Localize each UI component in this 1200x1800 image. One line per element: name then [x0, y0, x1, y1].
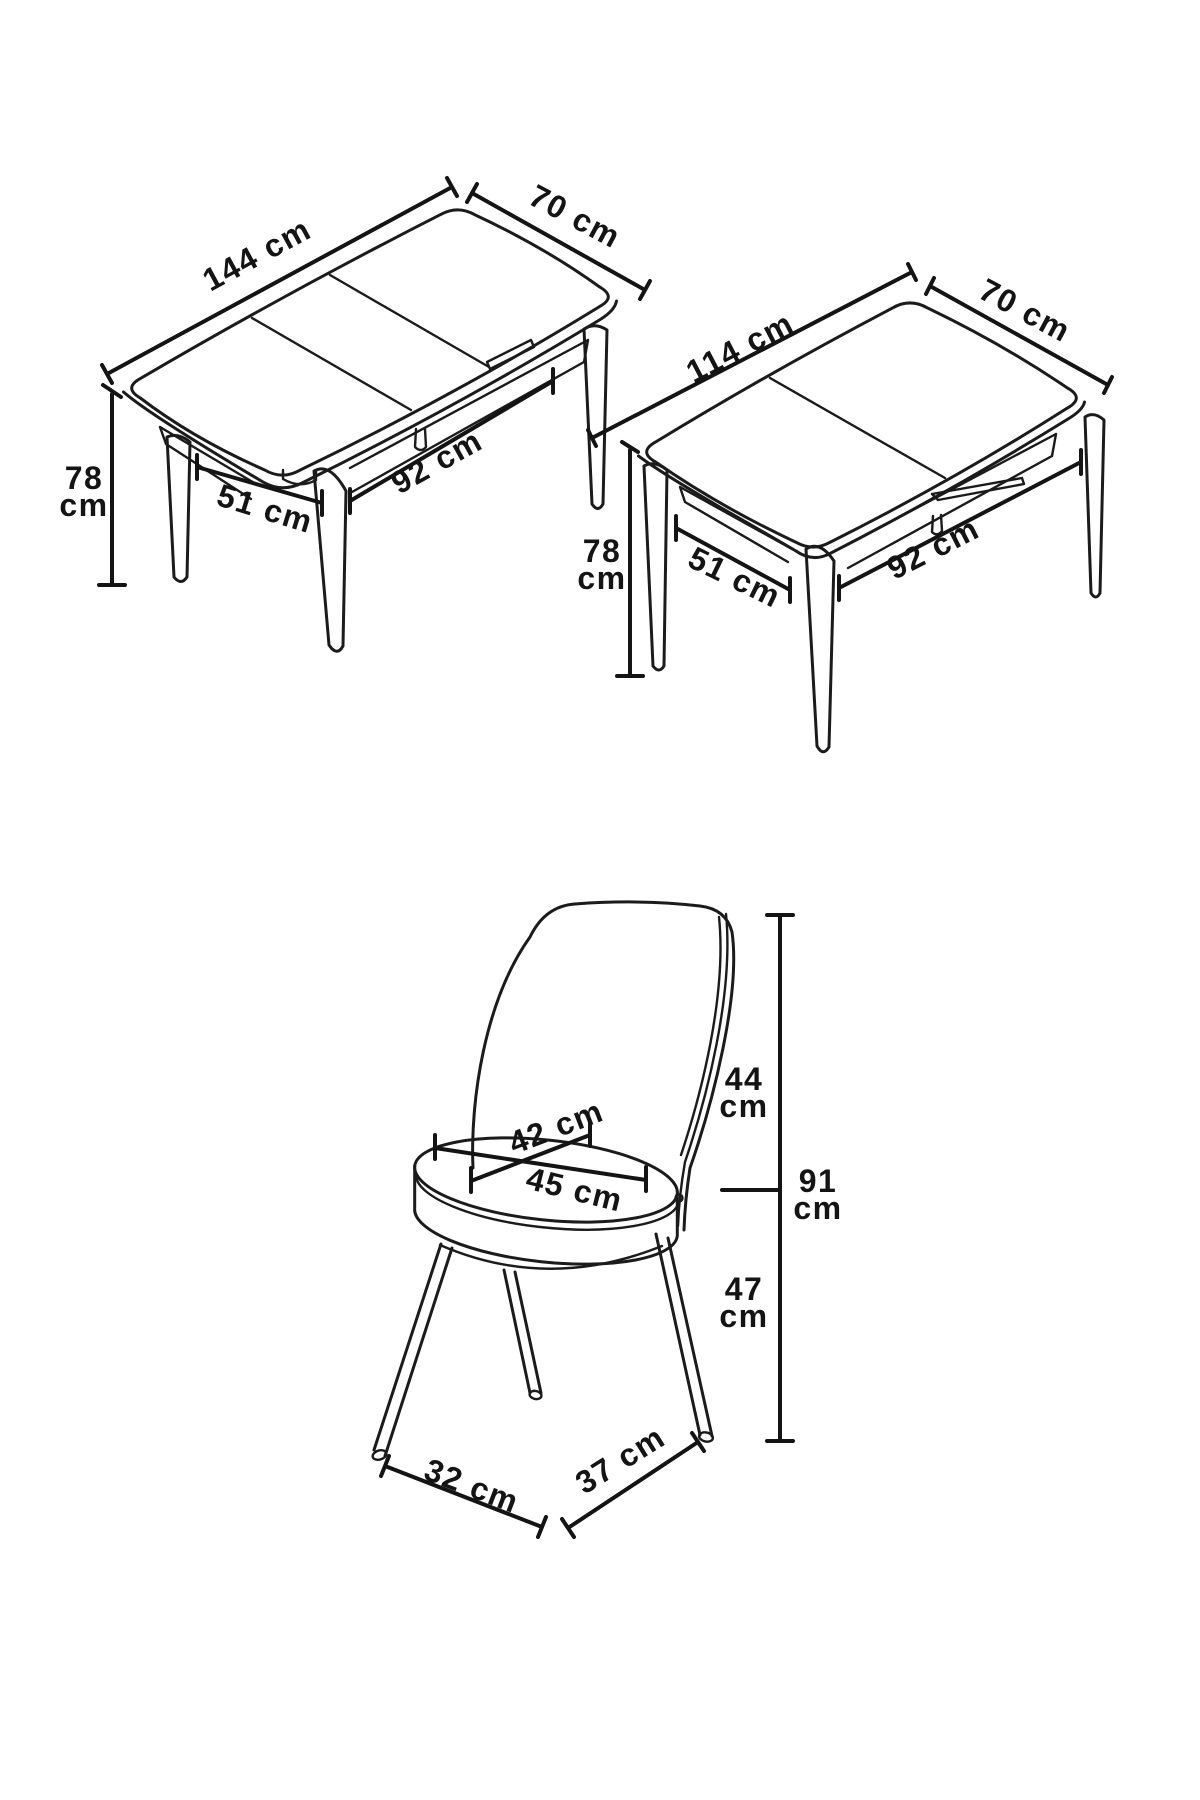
table-open-height-unit: cm [59, 487, 109, 523]
chair-back-height-value: 44 [724, 1061, 764, 1097]
dim-table-open-height [59, 385, 125, 585]
chair-seat-depth-label: 45 cm [522, 1159, 627, 1219]
table-closed-leg-back-right [1085, 415, 1104, 597]
table-open-front-span-label: 51 cm [212, 476, 318, 541]
table-open-height-value: 78 [64, 460, 104, 496]
table-open-side-span-label: 92 cm [384, 421, 489, 501]
table-open-drawing [59, 177, 650, 651]
chair-seat-height-unit: cm [719, 1298, 769, 1334]
chair-total-height-unit: cm [793, 1190, 843, 1226]
table-closed-height-value: 78 [582, 533, 622, 569]
dim-chair-front-span [381, 1451, 546, 1537]
dim-table-open-length [102, 178, 457, 383]
chair-backrest-thickness [678, 914, 727, 1226]
table-closed-apron [680, 434, 1056, 568]
table-closed-top [647, 303, 1077, 547]
dim-chair-heights [719, 915, 842, 1441]
table-open-top [132, 210, 609, 475]
table-open-leg-back-right [584, 326, 607, 509]
dim-table-closed-height [577, 442, 643, 676]
table-open-width-label: 70 cm [523, 177, 627, 256]
dim-table-closed-width [926, 271, 1112, 393]
chair-leg-front-right [656, 1234, 712, 1436]
chair-total-height-value: 91 [798, 1163, 838, 1199]
table-closed-width-label: 70 cm [973, 271, 1077, 350]
chair-side-span-label: 37 cm [568, 1418, 672, 1501]
chair-seat-width-label: 42 cm [503, 1092, 609, 1162]
chair-front-span-label: 32 cm [419, 1451, 525, 1521]
table-closed-length-label: 114 cm [680, 304, 800, 390]
table-open-length-label: 144 cm [196, 210, 317, 299]
table-closed-leg-front [806, 546, 834, 751]
table-closed-height-unit: cm [577, 560, 627, 596]
dim-table-closed-length [588, 264, 916, 446]
chair-drawing [371, 902, 842, 1537]
table-closed-front-span-label: 51 cm [682, 539, 787, 615]
chair-leg-front-left [374, 1244, 452, 1456]
table-closed-leaf-split [770, 378, 945, 478]
dim-chair-side-span [562, 1418, 704, 1537]
table-open-leg-front [314, 469, 346, 651]
chair-seat-height-value: 47 [724, 1271, 764, 1307]
chair-leg-back-left [504, 1270, 541, 1393]
dim-table-open-width [467, 177, 650, 299]
table-closed-leg-back-left [644, 464, 667, 670]
table-closed-side-span-label: 92 cm [881, 509, 985, 587]
table-closed-drawing [577, 264, 1112, 752]
chair-back-height-unit: cm [719, 1088, 769, 1124]
